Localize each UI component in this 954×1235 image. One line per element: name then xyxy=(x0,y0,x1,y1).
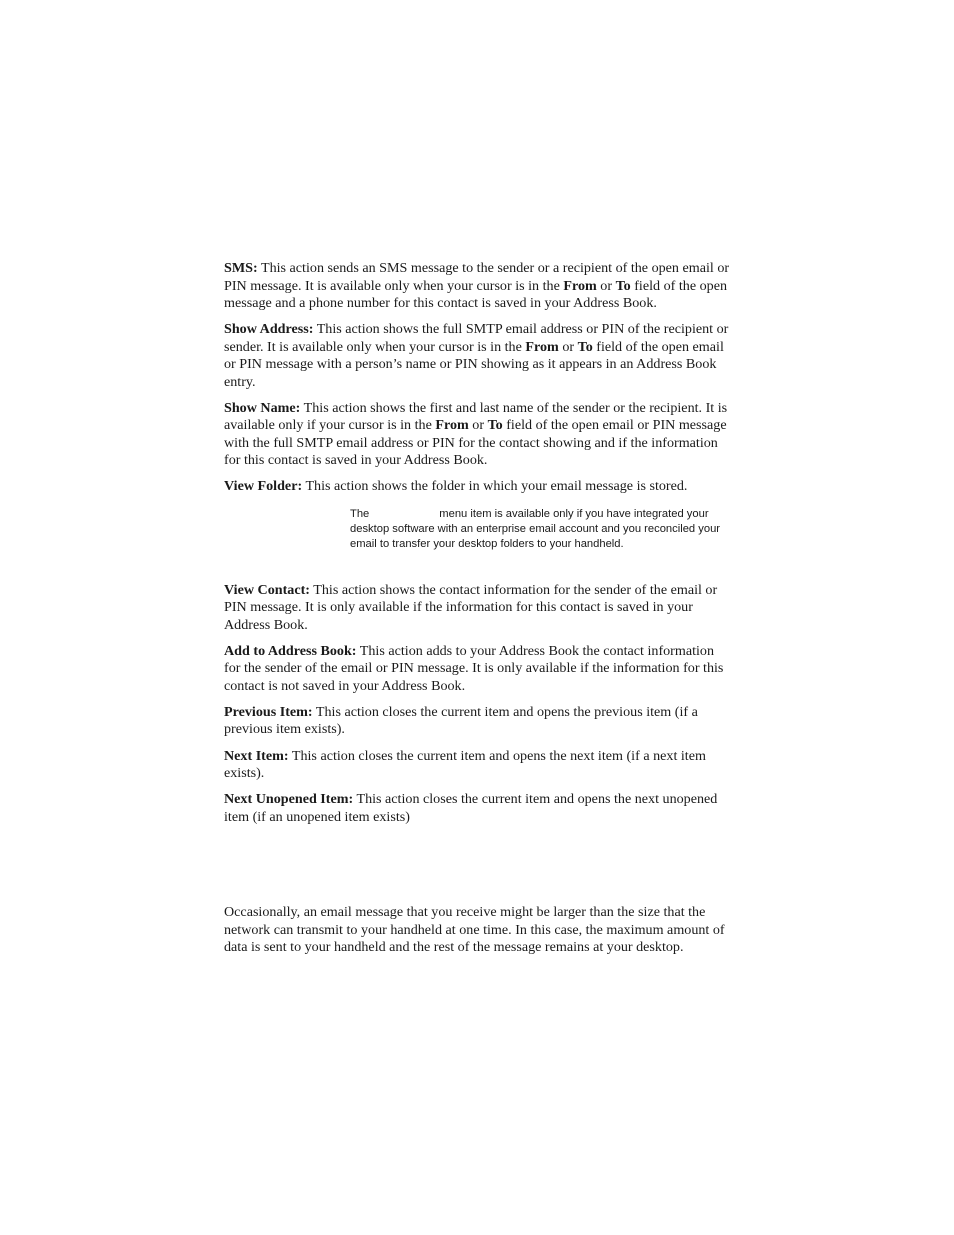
field-keyword: To xyxy=(577,338,593,355)
field-keyword: To xyxy=(615,277,631,294)
note-text: menu item is available only if you have integrated your desktop software with an enterprise email account and you reconciled your email to transfer your desktop folders to your handheld. xyxy=(350,507,721,550)
action-description: This action closes the current item and opens the next unopened item (if an unopened item exists) xyxy=(224,791,718,825)
action-term: Add to Address Book: xyxy=(224,642,357,659)
action-term: Next Item: xyxy=(224,747,289,764)
action-description: This action closes the current item and opens the previous item (if a previous item exists). xyxy=(224,703,698,738)
action-entry xyxy=(224,748,732,783)
action-term: View Folder: xyxy=(224,478,303,495)
field-keyword: From xyxy=(525,338,559,355)
body-paragraph: Occasionally, an email message that you receive might be larger than the size that the network can transmit to your handheld at one time. In this case, the maximum amount of data is sent to your handheld and the rest of the message remains at your desktop. xyxy=(224,904,725,955)
action-list-continued xyxy=(224,582,732,826)
action-description: This action closes the current item and opens the next item (if a next item exists). xyxy=(224,747,706,782)
action-description: This action shows the contact information for the sender of the email or PIN message. It is only available if the information for this contact is saved in your Address Book. xyxy=(224,581,718,633)
action-term: Show Address: xyxy=(224,321,314,338)
action-description: field of the open email or PIN message with a person’s name or PIN showing as it appears in an Address Book entry. xyxy=(224,338,724,390)
action-term: Next Unopened Item: xyxy=(224,791,354,808)
action-description: or xyxy=(558,338,578,355)
action-entry xyxy=(224,321,732,391)
action-term: Previous Item: xyxy=(224,703,313,720)
action-description: This action sends an SMS message to the sender or a recipient of the open email or PIN message. It is available only when your cursor is in the xyxy=(224,260,730,294)
action-entry xyxy=(224,478,732,496)
note-block xyxy=(350,507,732,552)
field-keyword: To xyxy=(487,417,503,434)
action-term: View Contact: xyxy=(224,581,310,598)
action-description: This action shows the full SMTP email address or PIN of the recipient or sender. It is available only when your cursor is in the xyxy=(224,321,729,355)
action-entry xyxy=(224,400,732,470)
note-prefix: The xyxy=(350,507,370,520)
action-description: field of the open email or PIN message with the full SMTP email address or PIN for the contact showing and if the information for this contact is saved in your Address Book. xyxy=(224,417,727,469)
action-description: This action adds to your Address Book the contact information for the sender of the email or PIN message. It is only available if the information for this contact is not saved in your Address Book. xyxy=(224,642,724,694)
action-term: Show Name: xyxy=(224,399,301,416)
action-entry xyxy=(224,791,732,826)
document-page xyxy=(224,260,732,835)
action-description: This action shows the folder in which your email message is stored. xyxy=(305,478,688,495)
action-term: SMS: xyxy=(224,260,258,276)
action-entry xyxy=(224,704,732,739)
action-description: or xyxy=(596,277,616,294)
action-description: This action shows the first and last name of the sender or the recipient. It is available only if your cursor is in the xyxy=(224,399,728,434)
field-keyword: From xyxy=(435,417,469,434)
action-entry xyxy=(224,260,732,313)
field-keyword: From xyxy=(563,277,597,294)
action-description: or xyxy=(468,417,488,434)
action-list xyxy=(224,260,732,496)
action-description: field of the open message and a phone number for this contact is saved in your Address Book. xyxy=(224,277,727,311)
action-entry xyxy=(224,582,732,635)
action-entry xyxy=(224,643,732,696)
